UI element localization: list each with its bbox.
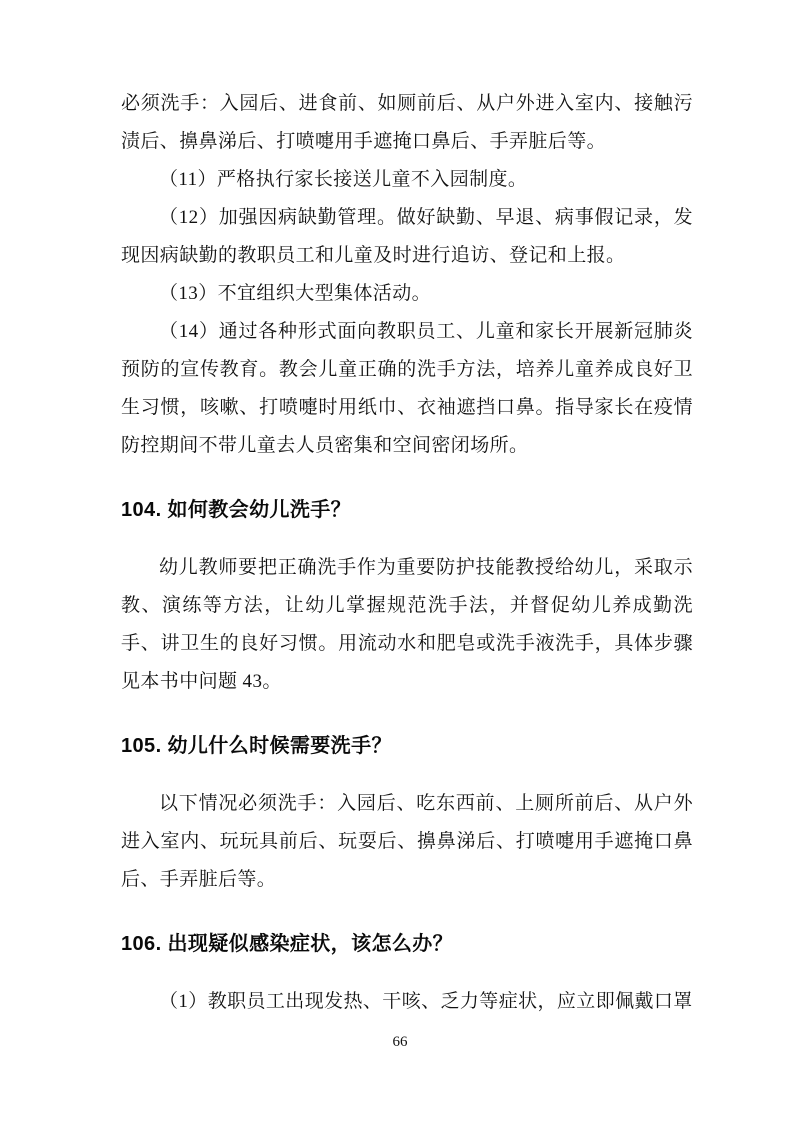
paragraph-item-14: （14）通过各种形式面向教职员工、儿童和家长开展新冠肺炎预防的宣传教育。教会儿童正确的洗手方法，培养儿童养成良好卫生习惯，咳嗽、打喷嚏时用纸巾、衣袖遮挡口鼻。指导家长在疫情防控期间不带儿童去人员密集和空间密闭场所。 xyxy=(121,321,693,456)
question-heading-104: 104. 如何教会幼儿洗手？ xyxy=(121,499,352,521)
paragraph-answer-106-item-1: （1）教职员工出现发热、干咳、乏力等症状，应立即佩戴口罩 xyxy=(159,991,693,1012)
paragraph-item-12: （12）加强因病缺勤管理。做好缺勤、早退、病事假记录，发现因病缺勤的教职员工和儿童及时进行追访、登记和上报。 xyxy=(121,207,693,266)
paragraph-answer-104: 幼儿教师要把正确洗手作为重要防护技能教授给幼儿，采取示教、演练等方法，让幼儿掌握规范洗手法，并督促幼儿养成勤洗手、讲卫生的良好习惯。用流动水和肥皂或洗手液洗手，具体步骤见本书中问题 43。 xyxy=(121,557,693,692)
paragraph-continuation-handwashing-situations: 必须洗手：入园后、进食前、如厕前后、从户外进入室内、接触污渍后、擤鼻涕后、打喷嚏用手遮掩口鼻后、手弄脏后等。 xyxy=(121,93,693,152)
paragraph-item-13: （13）不宜组织大型集体活动。 xyxy=(159,283,432,304)
page-number: 66 xyxy=(392,1034,408,1050)
paragraph-item-11: （11）严格执行家长接送儿童不入园制度。 xyxy=(159,169,528,190)
question-heading-106: 106. 出现疑似感染症状，该怎么办？ xyxy=(121,933,454,955)
paragraph-answer-105: 以下情况必须洗手：入园后、吃东西前、上厕所前后、从户外进入室内、玩玩具前后、玩耍后、擤鼻涕后、打喷嚏用手遮掩口鼻后、手弄脏后等。 xyxy=(121,793,693,890)
question-heading-105: 105. 幼儿什么时候需要洗手？ xyxy=(121,735,392,757)
text-block xyxy=(121,85,693,1021)
